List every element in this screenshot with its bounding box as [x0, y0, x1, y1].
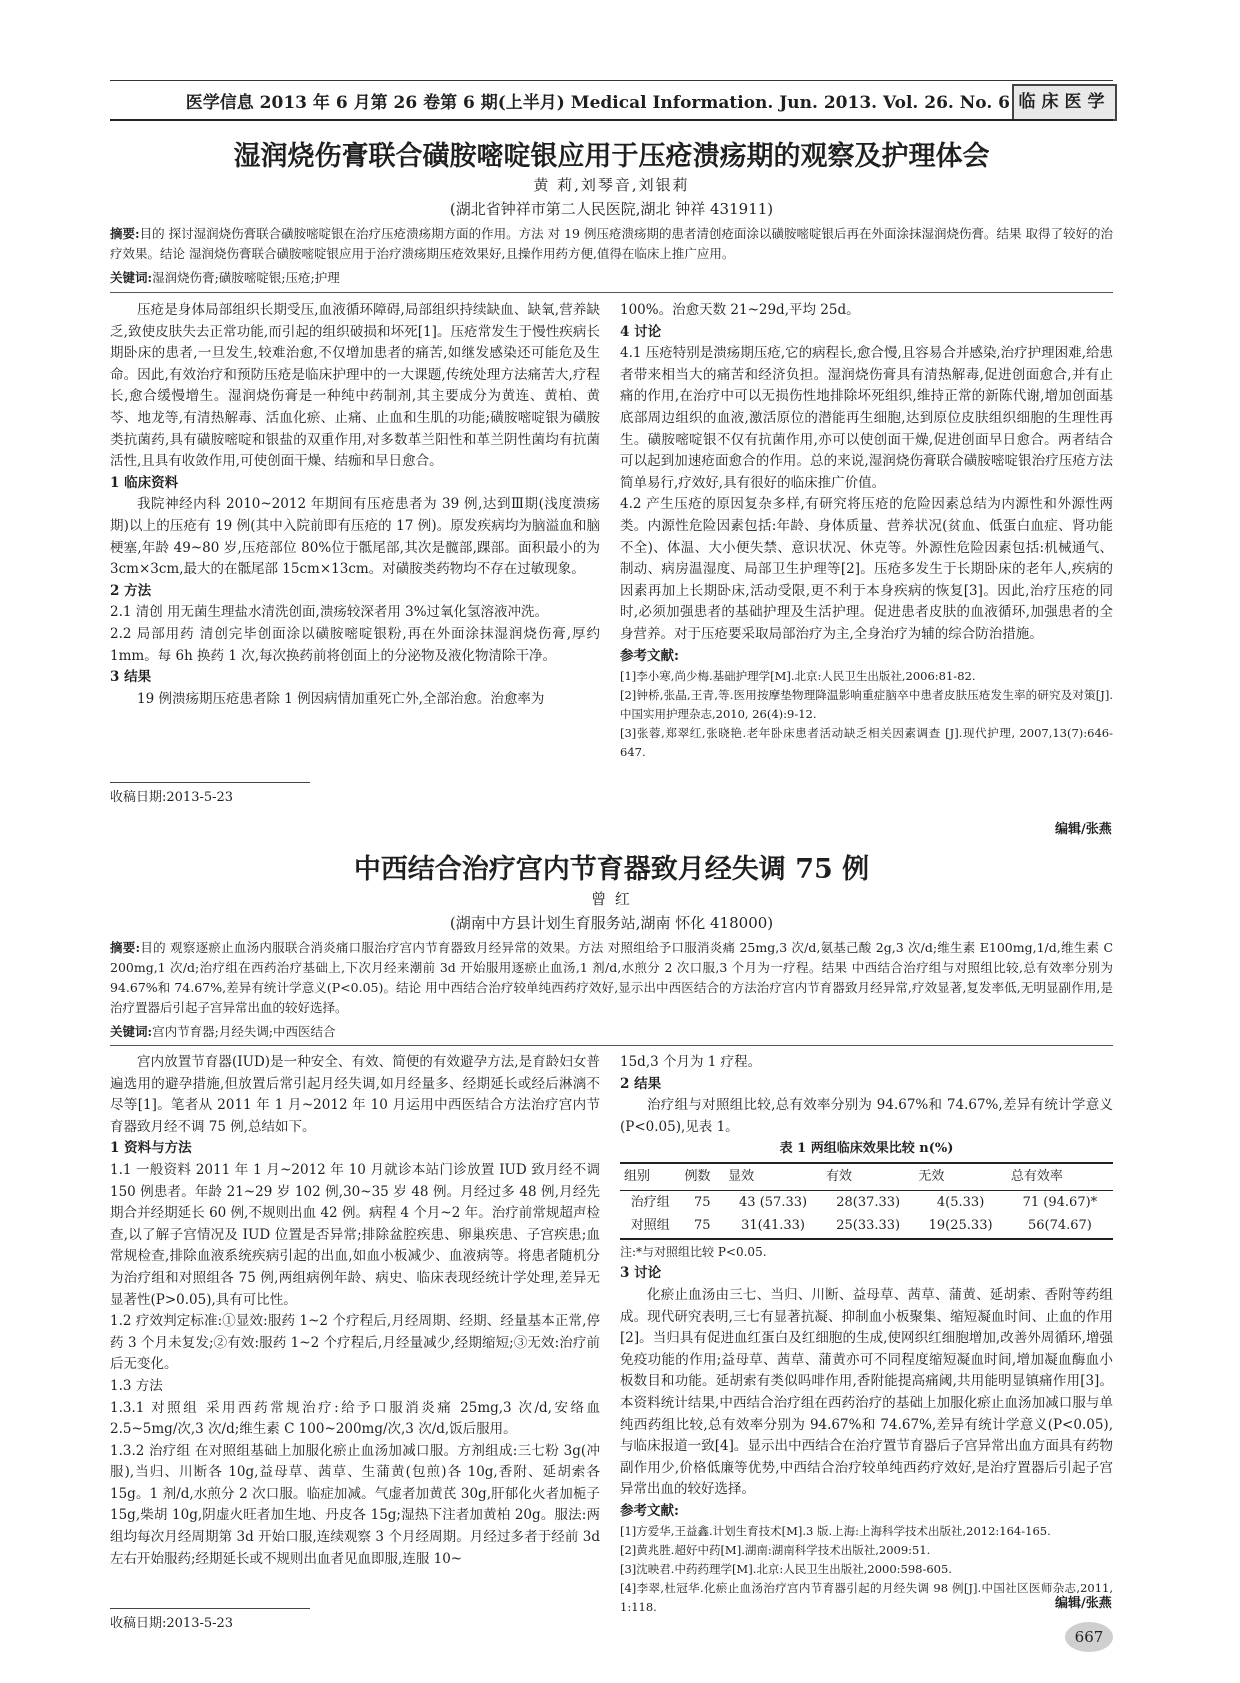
table-cell: 56(74.67)	[1007, 1214, 1113, 1239]
table-cell: 治疗组	[630, 1194, 670, 1210]
article1-s3-text: 19 例溃疡期压疮患者除 1 例因病情加重死亡外,全部治愈。治愈率为	[137, 690, 545, 707]
article1-intro: 压疮是身体局部组织长期受压,血液循环障碍,局部组织持续缺血、缺氧,营养缺乏,致使皮肤失去正常功能,而引起的组织破损和坏死[1]。压疮常发生于慢性疾病长期卧床的患者,一旦发生,较难治愈,不仅增加患者的痛苦,如继发感染还可能危及生命。因此,有效治疗和预防压疮是临床护理中的一大课题,传统处理方法痛苦大,疗程长,愈合缓慢增生。湿润烧伤膏是一种纯中药制剂,其主要成分为黄连、黄柏、黄芩、地龙等,有清热解毒、活血化瘀、止痛、止血和生肌的功能;磺胺嘧啶银为磺胺类抗菌药,具有磺胺嘧啶和银盐的双重作用,对多数革兰阳性和革兰阴性菌均有抗菌活性,且具有收敛作用,可使创面干燥、结痂和早日愈合。	[110, 302, 600, 470]
article2-authors: 曾 红	[591, 890, 632, 908]
table-cell: 75	[680, 1214, 724, 1239]
header-rule	[110, 119, 1113, 121]
abstract-text: 目的 观察逐瘀止血汤内服联合消炎痛口服治疗宫内节育器致月经异常的效果。方法 对照组给予口服消炎痛 25mg,3 次/d,氨基己酸 2g,3 次/d;维生素 E100mg,1/d,维生素 C 200mg,1 次/d;治疗组在西药治疗基础上,下次月经来潮前 3d 开始服用逐瘀止血汤,1 剂/d,水煎分 2 次口服,3 个月为一疗程。结果 中西结合治疗组与对照组比较,总有效率分别为 94.67%和 74.67%,差异有统计学意义(P<0.05)。结论 用中西结合治疗较单纯西药疗效好,显示出中西医结合的方法治疗宫内节育器致月经异常,疗效显著,复发率低,无明显副作用,是治疗置器后引起子宫异常出血的较好选择。	[110, 940, 1114, 1015]
header-top-rule	[110, 80, 1113, 81]
article1-received-rule	[110, 782, 310, 783]
article2-s1-3-2: 1.3.2 治疗组 在对照组基础上加服化瘀止血汤加减口服。方剂组成:三七粉 3g(冲服),当归、川断各 10g,益母草、茜草、生蒲黄(包煎)各 10g,香附、延胡索各 15g。1 剂/d,水煎分 2 次口服。临症加减。气虚者加黄芪 30g,肝郁化火者加栀子 15g,柴胡 10g,阴虚火旺者加生地、丹皮各 15g;湿热下注者加黄柏 20g。服法:两组均每次月经周期第 3d 开始口服,连续观察 3 个月经周期。月经过多者于经前 3d 左右开始服药;经期延长或不规则出血者见血即服,连服 10~	[110, 1442, 600, 1567]
article2-title: 中西结合治疗宫内节育器致月经失调 75 例	[353, 854, 870, 885]
article2-method-cont: 15d,3 个月为 1 疗程。	[620, 1054, 762, 1070]
table-cell: 19(25.33)	[914, 1214, 1006, 1239]
table-header: 显效	[724, 1163, 822, 1190]
article1-refs-head: 参考文献:	[620, 647, 679, 664]
keywords-label: 关键词:	[110, 270, 153, 285]
table-cell: 对照组	[620, 1214, 680, 1239]
article2-left-column	[110, 1052, 600, 1570]
page-number: 667	[1065, 1622, 1113, 1652]
article1-s1-text: 我院神经内科 2010~2012 年期间有压疮患者为 39 例,达到Ⅲ期(浅度溃疡期)以上的压疮有 19 例(其中入院前即有压疮的 17 例)。原发疾病均为脑溢血和脑梗塞,年龄 49~80 岁,压疮部位 80%位于骶尾部,其次是髋部,踝部。面积最小的为 3cm×3cm,最大的在骶尾部 15cm×13cm。对磺胺类药物均不存在过敏现象。	[110, 496, 600, 578]
article1-keywords	[110, 268, 1113, 288]
article1-ref-1: [1]李小寒,尚少梅.基础护理学[M].北京:人民卫生出版社,2006:81-82.	[620, 669, 976, 684]
table-row	[620, 1190, 1113, 1214]
table-cell: 75	[694, 1194, 711, 1210]
article2-abstract	[110, 938, 1113, 1018]
article1-s4-1: 4.1 压疮特别是溃疡期压疮,它的病程长,愈合慢,且容易合并感染,治疗护理困难,给患者带来相当大的痛苦和经济负担。湿润烧伤膏具有清热解毒,促进创面愈合,并有止痛的作用,在治疗中可以无损伤性地排除坏死组织,维持正常的新陈代谢,增加创面基底部周边组织的血液,激活原位的潜能再生细胞,达到原位皮肤组织细胞的生理性再生。磺胺嘧啶银不仅有抗菌作用,亦可以使创面干燥,促进创面早日愈合。两者结合可以起到加速疮面愈合的作用。总的来说,湿润烧伤膏联合磺胺嘧啶银治疗压疮方法简单易行,疗效好,具有很好的临床推广价值。	[620, 345, 1113, 491]
article2-affiliation: (湖南中方县计划生育服务站,湖南 怀化 418000)	[449, 914, 774, 932]
table-note: 注:*与对照组比较 P<0.05.	[620, 1244, 767, 1259]
article2-received: 收稿日期:2013-5-23	[110, 1616, 234, 1631]
article1-affiliation: (湖北省钟祥市第二人民医院,湖北 钟祥 431911)	[449, 200, 774, 218]
article1-s2-head: 2 方法	[110, 582, 152, 599]
article2-ref-3: [3]沈映君.中药药理学[M].北京:人民卫生出版社,2000:598-605.	[620, 1562, 952, 1577]
keywords-label: 关键词:	[110, 1024, 153, 1039]
table-header-row	[620, 1163, 1113, 1190]
keywords-text: 湿润烧伤膏;磺胺嘧啶银;压疮;护理	[152, 270, 340, 285]
article1-editor: 编辑/张燕	[1055, 822, 1112, 837]
article2-s2-text: 治疗组与对照组比较,总有效率分别为 94.67%和 74.67%,差异有统计学意义(P<0.05),见表 1。	[620, 1097, 1113, 1135]
article1-s2-2: 2.2 局部用药 清创完毕创面涂以磺胺嘧啶银粉,再在外面涂抹湿润烧伤膏,厚约 1mm。每 6h 换药 1 次,每次换药前将创面上的分泌物及液化物清除干净。	[110, 625, 600, 664]
article1-received: 收稿日期:2013-5-23	[110, 790, 234, 805]
article2-received-rule	[110, 1608, 310, 1609]
article2-intro: 宫内放置节育器(IUD)是一种安全、有效、简便的有效避孕方法,是育龄妇女普遍选用的避孕措施,但放置后常引起月经失调,如月经量多、经期延长或经后淋漓不尽等[1]。笔者从 2011 年 1 月~2012 年 10 月运用中西医结合方法治疗宫内节育器致月经不调 75 例,总结如下。	[110, 1054, 600, 1135]
article2-s1-1: 1.1 一般资料 2011 年 1 月~2012 年 10 月就诊本站门诊放置 IUD 致月经不调 150 例患者。年龄 21~29 岁 102 例,30~35 岁 48 例。月经过多 48 例,月经先期合并经期延长 60 例,不规则出血 42 例。病程 4 个月~2 年。治疗前常规超声检查,以了解子宫情况及 IUD 位置是否异常;排除盆腔疾患、卵巢疾患、子宫疾患;血常规检查,排除血液系统疾病引起的出血,如血小板减少、血液病等。将患者随机分为治疗组和对照组各 75 例,两组病例年龄、病史、临床表现经统计学处理,差异无显著性(P>0.05),具有可比性。	[110, 1161, 600, 1308]
abstract-label: 摘要:	[110, 226, 140, 241]
table-header: 总有效率	[1007, 1163, 1113, 1190]
article1-s4-2: 4.2 产生压疮的原因复杂多样,有研究将压疮的危险因素总结为内源性和外源性两类。内源性危险因素包括:年龄、身体质量、营养状况(贫血、低蛋白血症、肾功能不全)、体温、大小便失禁、意识状况、休克等。外源性危险因素包括:机械通气、制动、病房温湿度、局部卫生护理等[2]。压疮多发生于长期卧床的老年人,疾病的因素再加上长期卧床,活动受限,更不利于本身疾病的恢复[3]。因此,治疗压疮的同时,必须加强患者的基础护理及生活护理。促进患者皮肤的血液循环,加强患者的全身营养。对于压疮要采取局部治疗为主,全身治疗为辅的综合防治措施。	[620, 496, 1113, 642]
article1-s2-1: 2.1 清创 用无菌生理盐水清洗创面,溃疡较深者用 3%过氧化氢溶液冲洗。	[110, 604, 549, 621]
table-cell: 25(33.33)	[822, 1214, 914, 1239]
section-label: 临床医学	[1012, 84, 1117, 121]
article2-divider	[110, 1045, 1113, 1046]
article1-s4-head: 4 讨论	[620, 323, 662, 340]
article2-s2-head: 2 结果	[620, 1075, 662, 1092]
article1-abstract	[110, 224, 1113, 264]
abstract-label: 摘要:	[110, 940, 141, 955]
article2-right-column	[620, 1052, 1113, 1617]
table-cell: 31(41.33)	[724, 1214, 822, 1239]
abstract-text: 目的 探讨湿润烧伤膏联合磺胺嘧啶银在治疗压疮溃疡期方面的作用。方法 对 19 例压疮溃疡期的患者清创疮面涂以磺胺嘧啶银后再在外面涂抹湿润烧伤膏。结果 取得了较好的治疗效果。结论 湿润烧伤膏联合磺胺嘧啶银应用于治疗溃疡期压疮效果好,且操作用药方便,值得在临床上推广应用。	[110, 226, 1113, 261]
article2-ref-4: [4]李翠,杜冠华.化瘀止血汤治疗宫内节育器引起的月经失调 98 例[J].中国社区医师杂志,2011, 1:118.	[620, 1581, 1113, 1615]
article1-left-column	[110, 300, 600, 710]
results-table	[620, 1162, 1113, 1240]
article2-s3-text: 化瘀止血汤由三七、当归、川断、益母草、茜草、蒲黄、延胡索、香附等药组成。现代研究表明,三七有显著抗凝、抑制血小板聚集、缩短凝血时间、止血的作用[2]。当归具有促进血红蛋白及红细胞的生成,使网织红细胞增加,改善外周循环,增强免疫功能的作用;益母草、茜草、蒲黄亦可不同程度缩短凝血时间,增加凝血酶血小板数目和功能。延胡索有类似吗啡作用,香附能提高痛阈,共用能明显镇痛作用[3]。本资料统计结果,中西结合治疗组在西药治疗的基础上加服化瘀止血汤加减口服与单纯西药组比较,总有效率分别为 94.67%和 74.67%,差异有统计学意义(P<0.05),与临床报道一致[4]。显示出中西结合在治疗置节育器后子宫异常出血方面具有药物副作用少,价格低廉等优势,中西结合治疗较单纯西药疗效好,是治疗置器后引起子宫异常出血的较好选择。	[620, 1286, 1113, 1498]
article1-s1-head: 1 临床资料	[110, 474, 179, 491]
article1-authors: 黄 莉,刘琴音,刘银莉	[533, 176, 690, 194]
table-cell: 4(5.33)	[936, 1194, 985, 1210]
article2-s1-3-1: 1.3.1 对照组 采用西药常规治疗:给予口服消炎痛 25mg,3 次/d,安络血 2.5~5mg/次,3 次/d;维生素 C 100~200mg/次,3 次/d,饭后服用。	[110, 1399, 600, 1438]
keywords-text: 宫内节育器;月经失调;中西医结合	[152, 1024, 336, 1039]
article2-ref-1: [1]方爱华,王益鑫.计划生育技术[M].3 版.上海:上海科学技术出版社,2012:164-165.	[620, 1524, 1051, 1539]
table-header: 有效	[822, 1163, 914, 1190]
article2-s1-3: 1.3 方法	[110, 1377, 163, 1394]
article1-ref-2: [2]钟桥,张晶,王青,等.医用按摩垫物理降温影响重症脑卒中患者皮肤压疮发生率的研究及对策[J].中国实用护理杂志,2010, 26(4):9-12.	[620, 688, 1113, 722]
article1-result-cont: 100%。治愈天数 21~29d,平均 25d。	[620, 302, 860, 318]
article2-editor: 编辑/张燕	[1055, 1596, 1112, 1611]
article1-title: 湿润烧伤膏联合磺胺嘧啶银应用于压疮溃疡期的观察及护理体会	[233, 141, 990, 172]
table-cell: 28(37.33)	[836, 1194, 901, 1210]
article1-s3-head: 3 结果	[110, 669, 152, 686]
table-cell: 43 (57.33)	[739, 1194, 808, 1210]
table-header: 组别	[620, 1163, 680, 1190]
article2-refs-head: 参考文献:	[620, 1502, 679, 1519]
article2-ref-2: [2]黄兆胜.超好中药[M].湖南:湖南科学技术出版社,2009:51.	[620, 1543, 931, 1558]
article1-right-column	[620, 300, 1113, 762]
article2-s1-head: 1 资料与方法	[110, 1140, 192, 1157]
table-caption: 表 1 两组临床效果比较 n(%)	[779, 1141, 954, 1157]
article2-s1-2: 1.2 疗效判定标准:①显效:服药 1~2 个疗程后,月经周期、经期、经量基本正常,停药 3 个月未复发;②有效:服药 1~2 个疗程后,月经量减少,经期缩短;③无效:治疗前后无变化。	[110, 1313, 600, 1373]
article1-ref-3: [3]张蓉,郑翠红,张晓艳.老年卧床患者活动缺乏相关因素调查 [J].现代护理, 2007,13(7):646-647.	[620, 726, 1113, 760]
article2-s3-head: 3 讨论	[620, 1265, 662, 1282]
table-header: 无效	[914, 1163, 1006, 1190]
running-head: 医学信息 2013 年 6 月第 26 卷第 6 期(上半月) Medical Information. Jun. 2013. Vol. 26. No. 6	[185, 93, 1010, 113]
table-header: 例数	[680, 1163, 724, 1190]
table-cell: 71 (94.67)*	[1022, 1194, 1098, 1210]
table-row	[620, 1214, 1113, 1239]
article1-divider	[110, 292, 1113, 293]
article2-keywords	[110, 1022, 1113, 1042]
